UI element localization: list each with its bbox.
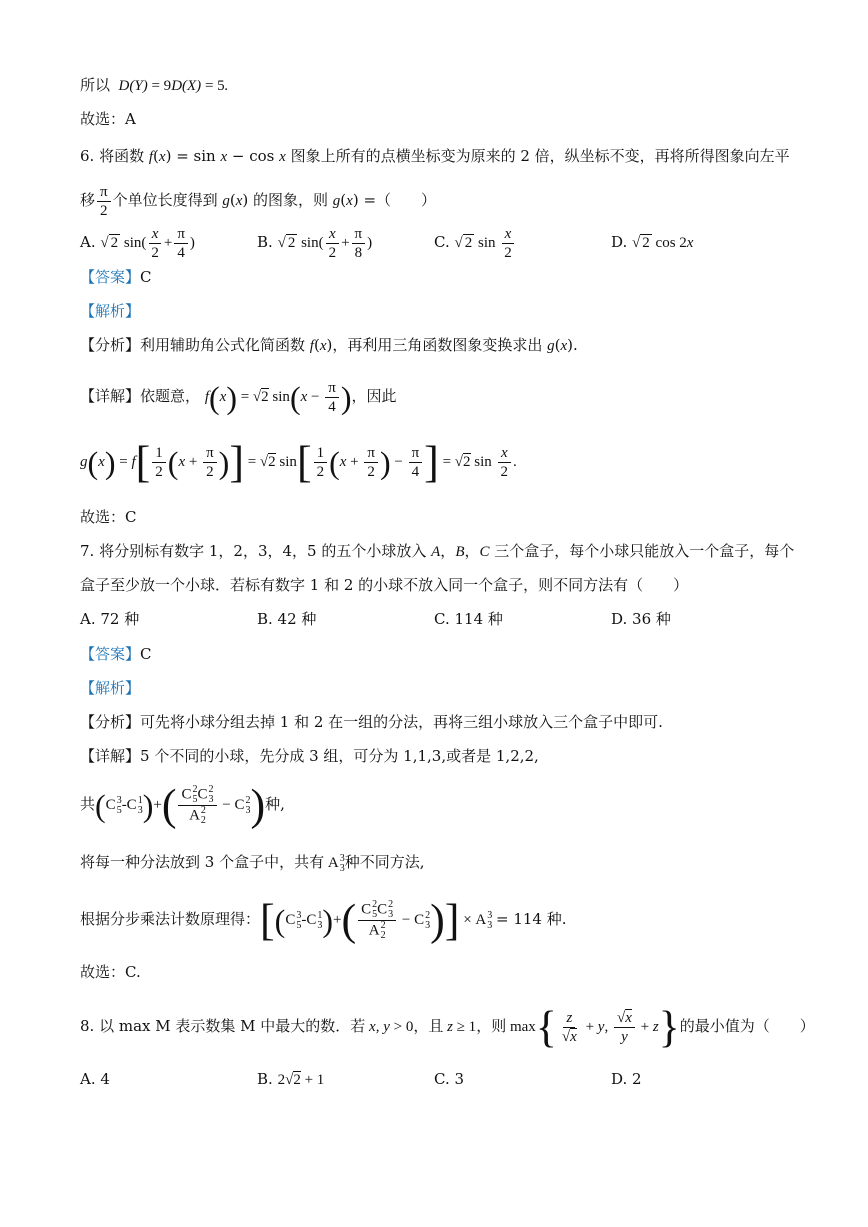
q7-count-expression: (C 3 5 -C 1 3 )+( C 2 5 C 2 3 A 2 2 − C 2 3 ) xyxy=(95,780,266,830)
q8-number: 8. xyxy=(80,1017,95,1035)
q6-number: 6. xyxy=(80,147,95,165)
q7-stem-line1 xyxy=(80,540,794,563)
q6-answer-value: C xyxy=(140,268,152,286)
q7-count-formula xyxy=(80,776,285,833)
q6-option-d-formula: √ 2 cos 2x xyxy=(632,235,694,251)
q6-stem-prefix: 移 xyxy=(80,191,96,209)
q8-max-expression: max{ $\frac{z}{√x}$ + y, $\frac{√x}{y}$ + z} xyxy=(506,1002,680,1052)
q7-each-line xyxy=(80,851,424,874)
q7-stem-line2: 盒子至少放一个小球．若标有数字 1 和 2 的小球不放入同一个盒子，则不同方法有（ ） xyxy=(80,576,689,594)
prev-conclusion-prefix: 所以 xyxy=(80,76,111,94)
q8-option-b-formula: 2√2 + 1 xyxy=(277,1072,325,1088)
q7-stem-text1: 将分别标有数字 1，2，3，4，5 的五个小球放入 A，B，C 三个盒子，每个小球只能放入一个盒子，每个 xyxy=(99,542,795,560)
q7-zhong: 种, xyxy=(265,795,285,813)
q7-option-c: C. 114 种 xyxy=(434,610,503,628)
q7-analysis-tag xyxy=(80,677,140,699)
q7-gong: 共 xyxy=(80,795,96,813)
prev-conclusion xyxy=(80,74,228,97)
q6-option-a-label: A. xyxy=(80,233,96,251)
q6-analysis-tag xyxy=(80,300,140,322)
q7-answer xyxy=(80,643,152,665)
q6-fenxi xyxy=(80,334,578,357)
q8-cond-xy: x, y > 0 xyxy=(369,1019,414,1035)
q6-analysis-label: 【解析】 xyxy=(80,302,141,320)
q7-rule-text: 根据分步乘法计数原理得： xyxy=(80,910,261,928)
q8-stem xyxy=(80,998,815,1055)
q7-a33: A 3 3 xyxy=(324,852,345,874)
q6-fenxi-tag: 【分析】 xyxy=(80,336,141,354)
q6-option-b-formula: √ 2 sin( $\frac{x}{2}$ + $\frac{\pi}{8}$ ) xyxy=(277,226,373,262)
prev-conclusion-formula: D(Y) = 9D(X) = 5. xyxy=(114,78,229,94)
prev-choice: 故选：A xyxy=(80,110,136,128)
q7-choice: 故选：C. xyxy=(80,963,141,981)
q6-fenxi-text: 利用辅助角公式化简函数 f(x)，再利用三角函数图象变换求出 g(x). xyxy=(140,336,578,354)
q8-option-d: D. 2 xyxy=(611,1070,642,1088)
q6-option-a xyxy=(80,222,195,263)
q7-rule-expression: [(C 3 5 -C 1 3 )+( C 2 5 C 2 3 A 2 2 − C 2 3 )] × A 3 3 xyxy=(260,895,493,945)
q8-stem-prefix: 以 max M 表示数集 M 中最大的数．若 xyxy=(99,1017,366,1035)
q6-option-c-formula: √ 2 sin $\frac{x}{2}$ xyxy=(455,235,517,251)
q6-detail-tag: 【详解】 xyxy=(80,387,141,405)
q6-detail-formula: f(x) = √2 sin(x − $\frac{\pi}{4}$ ) xyxy=(204,379,352,416)
q6-answer-tag: 【答案】 xyxy=(80,268,141,286)
q7-each-suffix: 种不同方法, xyxy=(344,853,425,871)
q7-fenxi-text: 可先将小球分组去掉 1 和 2 在一组的分法，再将三组小球放入三个盒子中即可. xyxy=(140,713,663,731)
q7-option-a: A. 72 种 xyxy=(80,610,140,628)
q7-option-b: B. 42 种 xyxy=(257,610,317,628)
q6-option-c-label: C. xyxy=(434,233,450,251)
q6-option-d xyxy=(611,222,693,263)
q8-cond-z: z ≥ 1 xyxy=(447,1019,477,1035)
q6-option-b-label: B. xyxy=(257,233,273,251)
q7-detail xyxy=(80,745,539,767)
q6-detail-prefix: 依题意， xyxy=(140,387,201,405)
q6-option-d-label: D. xyxy=(611,233,628,251)
q8-option-b-label: B. xyxy=(257,1070,273,1088)
q6-answer xyxy=(80,266,152,288)
q6-g-formula xyxy=(80,436,517,487)
q7-detail-text: 5 个不同的小球，先分成 3 组，可分为 1,1,3,或者是 1,2,2, xyxy=(140,747,539,765)
q6-g-derivation: g(x) = f[ $\frac{1}{2}$ (x + $\frac{\pi}{2}$ )] = √2 sin[ $\frac{1}{2}$ (x + $\frac{\pi}{2}$ ) − $\frac{\pi}{4}$ ] = √2 sin $\frac{x}{2}$ . xyxy=(80,437,517,487)
q7-fenxi-tag: 【分析】 xyxy=(80,713,141,731)
q6-stem-line1 xyxy=(80,145,790,168)
q6-detail-suffix: ，因此 xyxy=(351,387,397,405)
q6-pi-over-2: $\frac{\pi}{2}$ xyxy=(97,183,111,220)
q8-stem-suffix: 的最小值为（ ） xyxy=(679,1017,815,1035)
q7-answer-tag: 【答案】 xyxy=(80,645,141,663)
q6-stem-suffix: 个单位长度得到 g(x) 的图象，则 g(x) =（ ） xyxy=(112,191,437,209)
q6-detail xyxy=(80,376,396,417)
q7-result: = 114 种. xyxy=(495,910,567,928)
q8-option-c: C. 3 xyxy=(434,1070,465,1088)
q7-option-d: D. 36 种 xyxy=(611,610,671,628)
q7-each-text: 将每一种分法放到 3 个盒子中，共有 xyxy=(80,853,325,871)
q8-option-b xyxy=(257,1068,324,1091)
q7-analysis-label: 【解析】 xyxy=(80,679,141,697)
q7-rule-line xyxy=(80,889,567,950)
q7-detail-tag: 【详解】 xyxy=(80,747,141,765)
q8-stem-mid1: ，且 xyxy=(413,1017,444,1035)
q6-option-a-formula: √ 2 sin( $\frac{x}{2}$ + $\frac{\pi}{4}$ ) xyxy=(100,226,195,262)
q6-option-b xyxy=(257,222,372,263)
q6-choice: 故选：C xyxy=(80,508,137,526)
q6-stem-text1: 将函数 f(x) = sin x − cos x 图象上所有的点横坐标变为原来的 2 倍，纵坐标不变，再将所得图象向左平 xyxy=(99,147,790,165)
q8-stem-mid2: ，则 xyxy=(476,1017,507,1035)
q6-stem-line2 xyxy=(80,180,436,221)
q6-option-c xyxy=(434,222,517,263)
q7-number: 7. xyxy=(80,542,95,560)
q7-answer-value: C xyxy=(140,645,152,663)
q8-option-a: A. 4 xyxy=(80,1070,110,1088)
q7-fenxi xyxy=(80,711,663,733)
